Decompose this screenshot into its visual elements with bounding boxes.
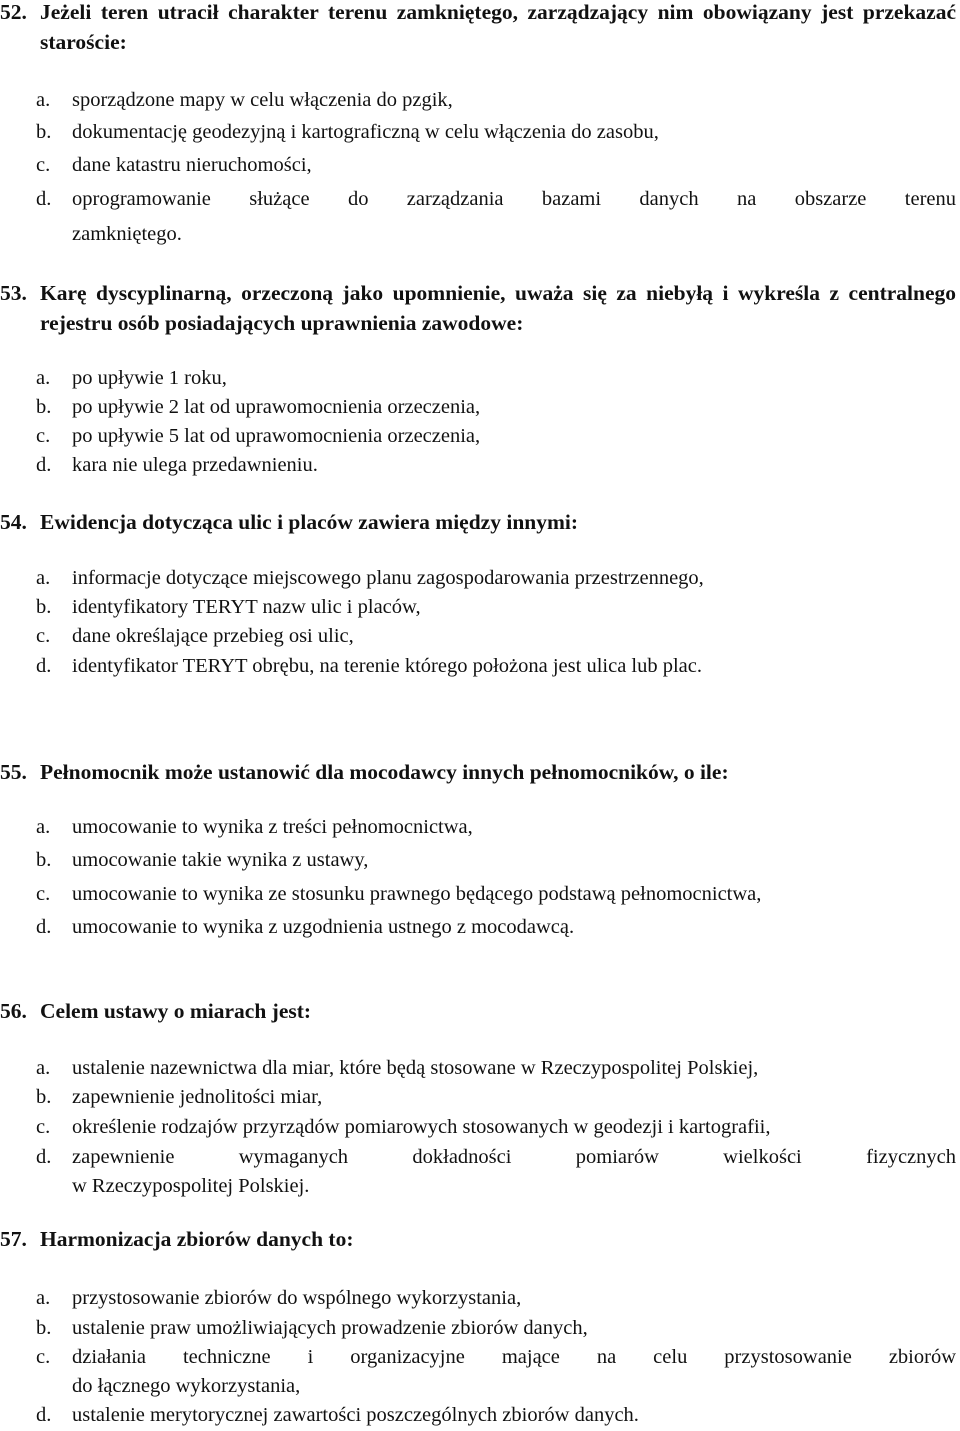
option-letter: c.	[36, 625, 51, 647]
option-letter: d.	[36, 454, 52, 476]
question-56	[0, 996, 960, 1026]
option-letter: b.	[36, 396, 52, 418]
option-text: umocowanie to wynika z uzgodnienia ustnego z mocodawcą.	[72, 916, 575, 938]
option-text: do łącznego wykorzystania,	[72, 1375, 301, 1397]
option-text: po upływie 2 lat od uprawomocnienia orzeczenia,	[72, 396, 481, 418]
option-letter: a.	[36, 89, 51, 111]
question-number: 52.	[0, 0, 27, 24]
option-text: ustalenie praw umożliwiających prowadzenie zbiorów danych,	[72, 1317, 588, 1339]
question-title	[0, 1224, 960, 1254]
option-text: sporządzone mapy w celu włączenia do pzgik,	[72, 89, 453, 111]
question-title	[0, 996, 960, 1026]
question-text: Pełnomocnik może ustanowić dla mocodawcy innych pełnomocników, o ile:	[40, 760, 729, 784]
option-text: ustalenie merytorycznej zawartości poszczególnych zbiorów danych.	[72, 1404, 639, 1426]
option-letter: c.	[36, 425, 51, 447]
question-number: 54.	[0, 510, 27, 534]
option-letter: a.	[36, 816, 51, 838]
option-text: identyfikator TERYT obrębu, na terenie którego położona jest ulica lub plac.	[72, 655, 703, 677]
option-text: zapewnienie jednolitości miar,	[72, 1086, 323, 1108]
option-letter: a.	[36, 367, 51, 389]
question-55	[0, 757, 960, 787]
option-text: identyfikatory TERYT nazw ulic i placów,	[72, 596, 421, 618]
option-letter: b.	[36, 849, 52, 871]
option-text: kara nie ulega przedawnieniu.	[72, 454, 318, 476]
option-letter: b.	[36, 596, 52, 618]
option-text: określenie rodzajów przyrządów pomiarowych stosowanych w geodezji i kartografii,	[72, 1116, 771, 1138]
option-letter: a.	[36, 1057, 51, 1079]
question-53	[0, 278, 960, 338]
option-text: po upływie 1 roku,	[72, 367, 227, 389]
question-text: Celem ustawy o miarach jest:	[40, 999, 312, 1023]
option-text: w Rzeczypospolitej Polskiej.	[72, 1175, 310, 1197]
option-text: informacje dotyczące miejscowego planu zagospodarowania przestrzennego,	[72, 567, 704, 589]
option-letter: d.	[36, 916, 52, 938]
option-text: działania techniczne i organizacyjne mające na celu przystosowanie zbiorów	[72, 1346, 956, 1368]
option-text: oprogramowanie służące do zarządzania bazami danych na obszarze terenu	[72, 188, 956, 210]
option-text: dane katastru nieruchomości,	[72, 154, 312, 176]
option-letter: a.	[36, 567, 51, 589]
question-title	[0, 0, 960, 57]
question-text: Karę dyscyplinarną, orzeczoną jako upomnienie, uważa się za niebyłą i wykreśla z centralnego rejestru osób posiadających uprawnienia zawodowe:	[40, 281, 956, 335]
option-letter: c.	[36, 154, 51, 176]
option-letter: c.	[36, 1346, 51, 1368]
question-title	[0, 757, 960, 787]
question-number: 55.	[0, 760, 27, 784]
option-text: ustalenie nazewnictwa dla miar, które będą stosowane w Rzeczypospolitej Polskiej,	[72, 1057, 759, 1079]
option-text: przystosowanie zbiorów do wspólnego wykorzystania,	[72, 1287, 522, 1309]
question-54	[0, 507, 960, 537]
question-text: Harmonizacja zbiorów danych to:	[40, 1227, 354, 1251]
question-number: 53.	[0, 281, 27, 305]
question-52	[0, 0, 960, 57]
question-text: Jeżeli teren utracił charakter terenu zamkniętego, zarządzający nim obowiązany jest przekazać staroście:	[40, 0, 956, 54]
option-text: umocowanie to wynika ze stosunku prawnego będącego podstawą pełnomocnictwa,	[72, 883, 762, 905]
question-number: 57.	[0, 1227, 27, 1251]
option-text: dane określające przebieg osi ulic,	[72, 625, 354, 647]
question-57	[0, 1224, 960, 1254]
question-title	[0, 278, 960, 338]
question-text: Ewidencja dotycząca ulic i placów zawiera między innymi:	[40, 510, 579, 534]
question-number: 56.	[0, 999, 27, 1023]
option-text: umocowanie takie wynika z ustawy,	[72, 849, 369, 871]
option-letter: d.	[36, 1404, 52, 1426]
option-text: umocowanie to wynika z treści pełnomocnictwa,	[72, 816, 473, 838]
option-text: dokumentację geodezyjną i kartograficzną w celu włączenia do zasobu,	[72, 121, 659, 143]
option-letter: d.	[36, 188, 52, 210]
option-letter: a.	[36, 1287, 51, 1309]
option-letter: b.	[36, 1317, 52, 1339]
option-letter: c.	[36, 883, 51, 905]
option-letter: d.	[36, 655, 52, 677]
option-letter: b.	[36, 1086, 52, 1108]
option-letter: d.	[36, 1146, 52, 1168]
option-letter: c.	[36, 1116, 51, 1138]
option-text: zamkniętego.	[72, 223, 182, 245]
option-text: po upływie 5 lat od uprawomocnienia orzeczenia,	[72, 425, 481, 447]
option-text: zapewnienie wymaganych dokładności pomiarów wielkości fizycznych	[72, 1146, 956, 1168]
option-letter: b.	[36, 121, 52, 143]
question-title	[0, 507, 960, 537]
